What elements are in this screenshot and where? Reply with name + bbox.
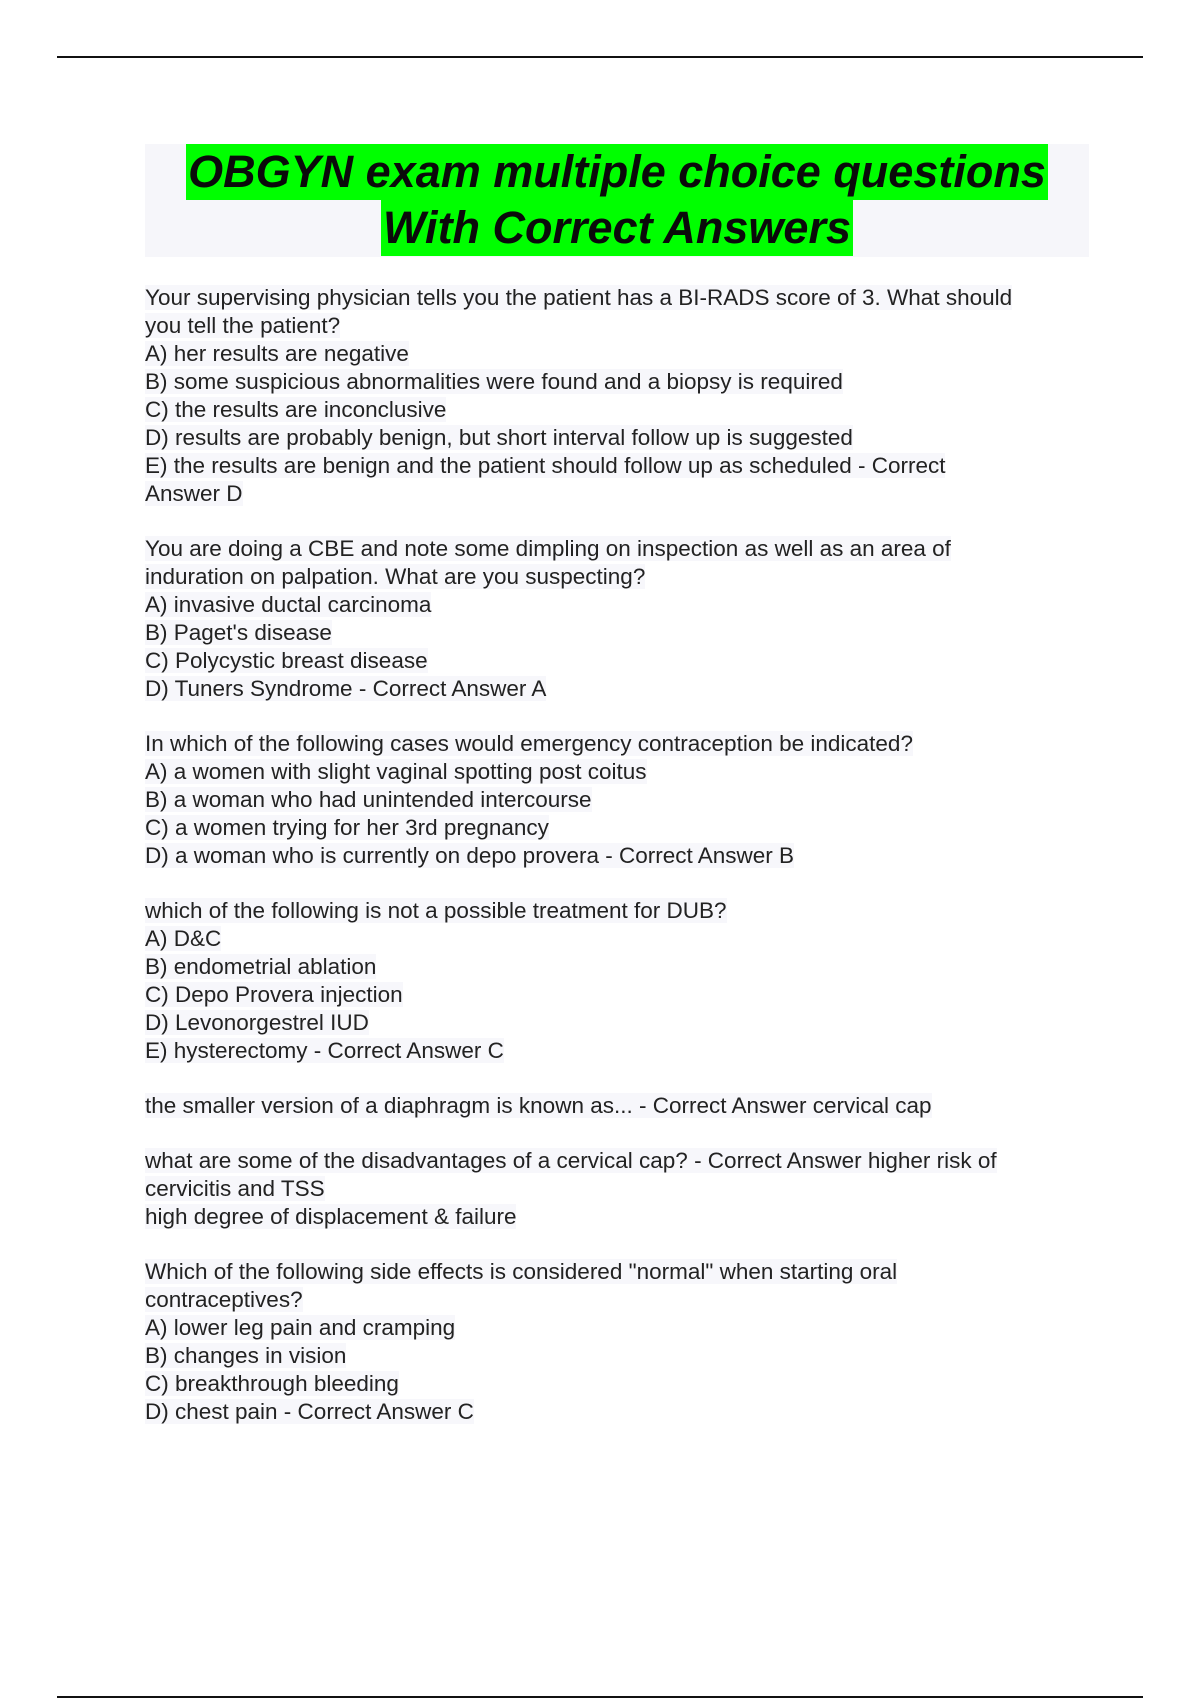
question-text-line [145,758,1085,786]
question-text: contraceptives? [145,1287,303,1312]
question-text-line [145,897,1085,925]
question-text: B) some suspicious abnormalities were found and a biopsy is required [145,369,843,394]
question-text-line [145,842,1085,870]
question-text: what are some of the disadvantages of a cervical cap? - Correct Answer higher risk of [145,1148,997,1173]
question-text-line [145,814,1085,842]
question-text: C) a women trying for her 3rd pregnancy [145,815,549,840]
question-text-line [145,1175,1085,1203]
question-text: which of the following is not a possible treatment for DUB? [145,898,727,923]
question-text: D) chest pain - Correct Answer C [145,1399,474,1424]
question-text: C) Depo Provera injection [145,982,403,1007]
question-text-line [145,340,1085,368]
question-text-line [145,786,1085,814]
question-text-line [145,591,1085,619]
question-text-line [145,981,1085,1009]
bottom-rule [57,1696,1143,1698]
question-text: D) a woman who is currently on depo provera - Correct Answer B [145,843,795,868]
question-text: you tell the patient? [145,313,341,338]
question-text-line [145,424,1085,452]
question-text: In which of the following cases would emergency contraception be indicated? [145,731,913,756]
question-text-line [145,1370,1085,1398]
question-text-line [145,396,1085,424]
question-text: D) Tuners Syndrome - Correct Answer A [145,676,547,701]
question-text-line [145,1314,1085,1342]
question-text: B) changes in vision [145,1343,347,1368]
question-block [145,1147,1085,1231]
question-text: D) Levonorgestrel IUD [145,1010,369,1035]
top-rule [57,56,1143,58]
question-text: C) breakthrough bleeding [145,1371,399,1396]
question-text: A) lower leg pain and cramping [145,1315,456,1340]
question-text: A) D&C [145,926,222,951]
document-title [145,144,1089,257]
question-text-line [145,1203,1085,1231]
question-list [145,284,1085,1453]
question-block [145,897,1085,1065]
question-text-line [145,1398,1085,1426]
question-text-line [145,619,1085,647]
question-text: A) invasive ductal carcinoma [145,592,432,617]
question-text-line [145,925,1085,953]
question-text-line [145,563,1085,591]
question-text: Answer D [145,481,243,506]
question-text: B) a woman who had unintended intercourse [145,787,592,812]
question-text: high degree of displacement & failure [145,1204,517,1229]
question-text: A) a women with slight vaginal spotting post coitus [145,759,647,784]
question-text-line [145,368,1085,396]
question-text-line [145,1342,1085,1370]
question-block [145,730,1085,870]
question-text: C) the results are inconclusive [145,397,447,422]
question-text: You are doing a CBE and note some dimpling on inspection as well as an area of [145,536,951,561]
question-text-line [145,1147,1085,1175]
question-text: E) hysterectomy - Correct Answer C [145,1038,504,1063]
question-text-line [145,1092,1085,1120]
question-text: induration on palpation. What are you suspecting? [145,564,646,589]
question-text-line [145,730,1085,758]
question-block [145,1092,1085,1120]
question-text-line [145,1286,1085,1314]
question-text: A) her results are negative [145,341,409,366]
question-block [145,535,1085,703]
question-text-line [145,480,1085,508]
question-text-line [145,284,1085,312]
question-text-line [145,1009,1085,1037]
question-text: D) results are probably benign, but short interval follow up is suggested [145,425,853,450]
question-text: cervicitis and TSS [145,1176,325,1201]
question-text: the smaller version of a diaphragm is known as... - Correct Answer cervical cap [145,1093,932,1118]
question-text-line [145,675,1085,703]
question-text: Which of the following side effects is considered "normal" when starting oral [145,1259,898,1284]
title-line: OBGYN exam multiple choice questions [186,144,1048,200]
question-text-line [145,1037,1085,1065]
question-text: E) the results are benign and the patient should follow up as scheduled - Correct [145,453,946,478]
title-line: With Correct Answers [381,200,853,256]
question-text-line [145,953,1085,981]
question-block [145,284,1085,508]
question-text-line [145,1258,1085,1286]
question-text-line [145,312,1085,340]
question-block [145,1258,1085,1426]
question-text-line [145,452,1085,480]
question-text-line [145,647,1085,675]
question-text: Your supervising physician tells you the patient has a BI-RADS score of 3. What should [145,285,1013,310]
question-text: C) Polycystic breast disease [145,648,428,673]
question-text-line [145,535,1085,563]
question-text: B) endometrial ablation [145,954,377,979]
question-text: B) Paget's disease [145,620,332,645]
